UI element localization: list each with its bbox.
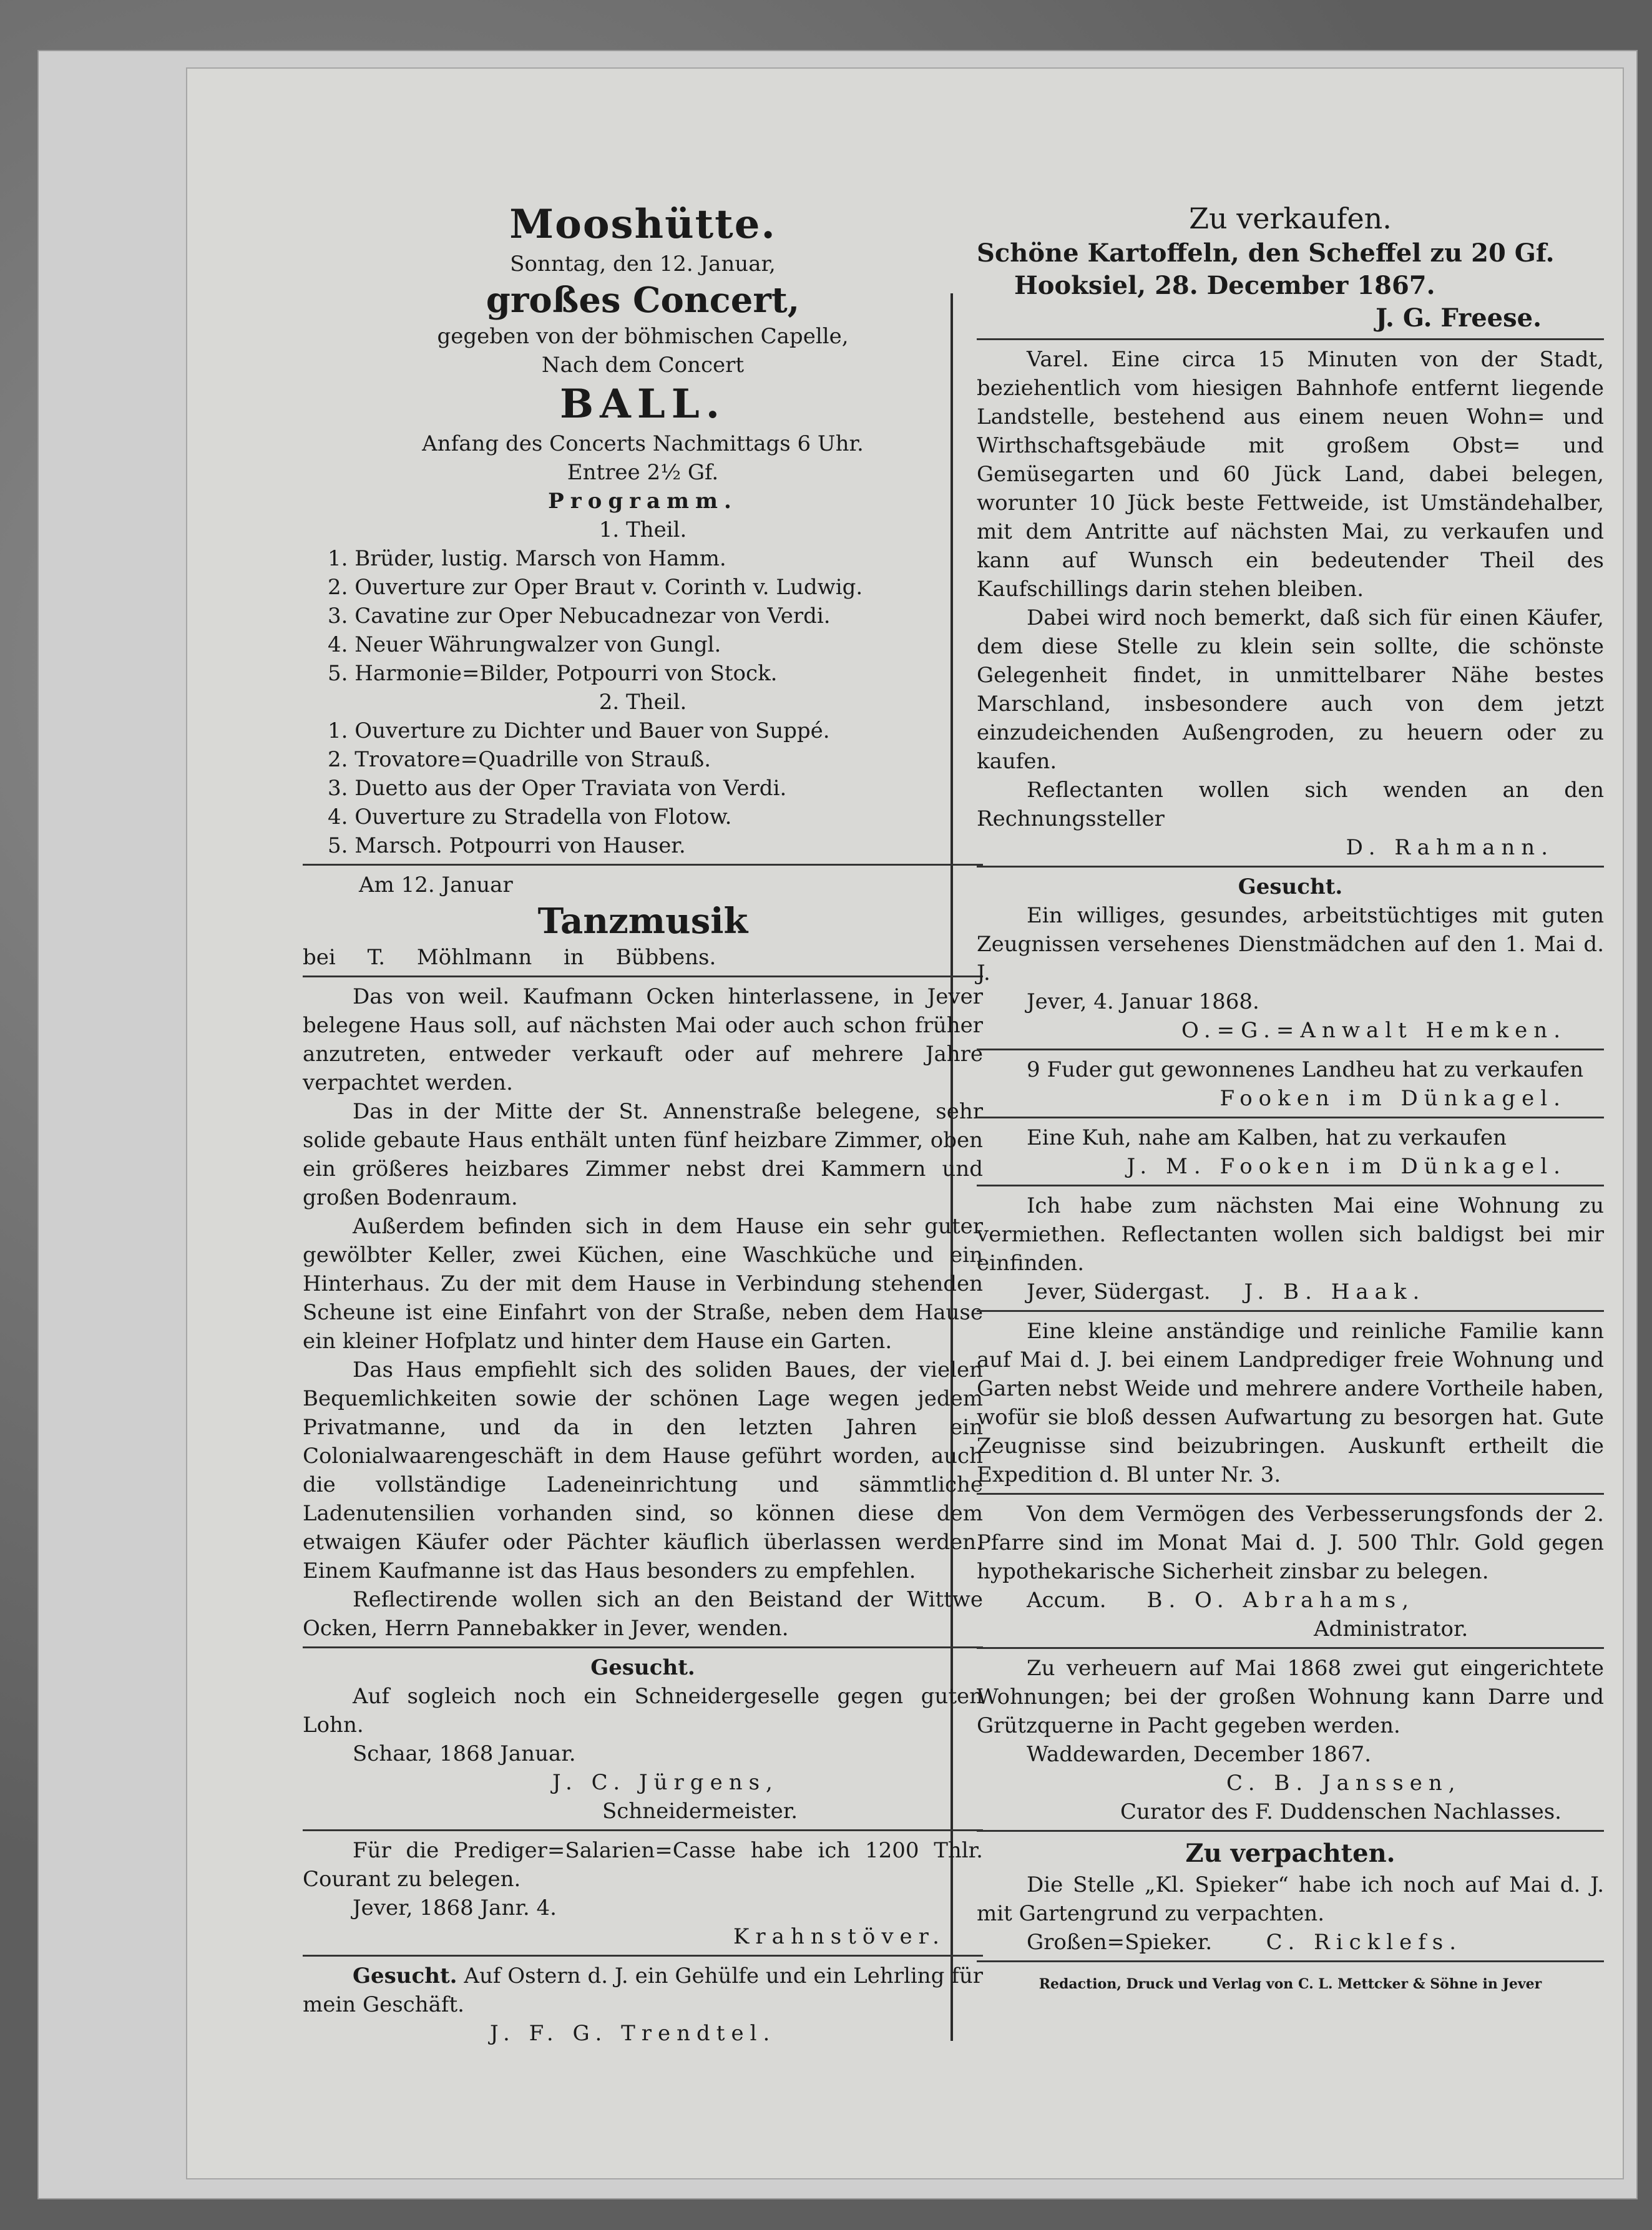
house-paragraph: Außerdem befinden sich in dem Hause ein sehr guter gewölbter Keller, zwei Küchen, eine Waschküche und ein Hinterhaus. Zu der mit dem Hause in Verbindung stehenden Scheune ist eine Einfahrt von der Straße, neben dem Hause ein kleiner Hofplatz und hinter dem Hause ein Garten.: [303, 1214, 983, 1354]
potato-ad: [977, 200, 1604, 335]
rent-place: Waddewarden, December 1867.: [1027, 1742, 1372, 1767]
program-item: 1. Brüder, lustig. Marsch von Hamm.: [328, 546, 726, 571]
rent-text: Zu verheuern auf Mai 1868 zwei gut eingerichtete Wohnungen; bei der großen Wohnung kann Darre und Grützquerne in Pacht gegeben werden.: [977, 1656, 1604, 1738]
tailor-text: Auf sogleich noch ein Schneidergeselle gegen guten Lohn.: [303, 1684, 983, 1738]
lease-name: C. Ricklefs.: [1266, 1930, 1463, 1955]
trendtel-line: [303, 1962, 983, 2019]
rent-name: C. B. Janssen,: [1226, 1771, 1462, 1796]
rule: [977, 1049, 1604, 1050]
salary-text: Für die Prediger=Salarien=Casse habe ich 1200 Thlr. Courant zu belegen.: [303, 1838, 983, 1892]
flat-text: Ich habe zum nächsten Mai eine Wohnung zu vermiethen. Reflectanten wollen sich baldigst bei mir einfinden.: [977, 1193, 1604, 1276]
maid-place: Jever, 4. Januar 1868.: [1027, 989, 1259, 1014]
tailor-place: Schaar, 1868 Januar.: [353, 1741, 576, 1766]
salary-ad: [303, 1836, 983, 1951]
rule: [977, 1960, 1604, 1962]
rule: [303, 1646, 983, 1648]
fund-text: Von dem Vermögen des Verbesserungsfonds der 2. Pfarre sind im Monat Mai d. J. 500 Thlr. Gold gegen hypothekarische Sicherheit zinsbar zu belegen.: [977, 1502, 1604, 1584]
rule: [977, 1493, 1604, 1495]
maid-heading: Gesucht.: [1238, 874, 1343, 899]
varel-paragraph: Dabei wird noch bemerkt, daß sich für einen Käufer, dem diese Stelle zu klein sein sollte, die schönste Gelegenheit findet, in unmittelbarer Nähe bestes Marschland, insbesondere auch von dem jetzt einzudeichenden Außengroden, zu heuern oder zu kaufen.: [977, 605, 1604, 774]
rule: [977, 1185, 1604, 1186]
flat-ad: [977, 1191, 1604, 1306]
tanz-location: bei T. Möhlmann in Bübbens.: [303, 945, 716, 970]
program-item: 5. Harmonie=Bilder, Potpourri von Stock.: [328, 661, 778, 686]
rule: [303, 1829, 983, 1831]
hay-text: 9 Fuder gut gewonnenes Landheu hat zu verkaufen: [1027, 1057, 1584, 1082]
family-text: Eine kleine anständige und reinliche Familie kann auf Mai d. J. bei einem Landprediger freie Wohnung und Garten nebst Weide und mehrere andere Vortheile haben, wofür sie bloß dessen Aufwartung zu besorgen hat. Gute Zeugnisse sind beizubringen. Auskunft ertheilt die Expedition d. Bl unter Nr. 3.: [977, 1319, 1604, 1487]
salary-name: Krahnstöver.: [733, 1924, 946, 1949]
ball-title: BALL.: [559, 381, 726, 428]
concert-start: Anfang des Concerts Nachmittags 6 Uhr.: [422, 431, 864, 456]
program-item: 5. Marsch. Potpourri von Hauser.: [328, 833, 686, 858]
mooshuette-title: Mooshütte.: [509, 201, 776, 248]
rule: [977, 1830, 1604, 1832]
cow-text: Eine Kuh, nahe am Kalben, hat zu verkaufen: [1027, 1125, 1507, 1150]
fund-name: B. O. Abrahams,: [1146, 1588, 1415, 1613]
hay-name: Fooken im Dünkagel.: [1219, 1086, 1566, 1111]
concert-entry: Entree 2½ Gf.: [567, 460, 719, 485]
house-paragraph: Das in der Mitte der St. Annenstraße belegene, sehr solide gebaute Haus enthält unten fünf heizbare Zimmer, oben ein größeres heizbares Zimmer nebst drei Kammern und großen Bodenraum.: [303, 1099, 983, 1210]
varel-paragraph: Varel. Eine circa 15 Minuten von der Stadt, beziehentlich vom hiesigen Bahnhofe entfernt liegende Landstelle, bestehend aus einem neuen Wohn= und Wirthschaftsgebäude mit großem Obst= und Gemüsegarten und 60 Jück Land, dabei belegen, worunter 10 Jück beste Fettweide, ist Umständehalber, mit dem Antritte auf nächsten Mai, zu verkaufen und kann auf Wunsch ein bedeutender Theil des Kaufschillings darin stehen bleiben.: [977, 347, 1604, 602]
trendtel-heading: Gesucht.: [353, 1963, 457, 1988]
rule: [977, 1117, 1604, 1118]
trendtel-ad: [303, 1962, 983, 2048]
lease-heading: Zu verpachten.: [1185, 1839, 1395, 1868]
house-paragraph: Reflectirende wollen sich an den Beistand der Wittwe Ocken, Herrn Pannebakker in Jever, wenden.: [303, 1587, 983, 1641]
trendtel-name: J. F. G. Trendtel.: [490, 2021, 776, 2046]
part1-list: [303, 544, 983, 688]
right-column: [977, 200, 1604, 1993]
varel-name: D. Rahmann.: [1346, 835, 1554, 860]
cow-ad: [977, 1123, 1604, 1181]
tailor-ad: [303, 1653, 983, 1826]
program-item: 2. Ouverture zur Oper Braut v. Corinth v. Ludwig.: [328, 575, 863, 600]
varel-ad: [977, 345, 1604, 862]
mooshuette-ad: [303, 200, 983, 860]
lease-ad: [977, 1837, 1604, 1957]
varel-paragraph: Reflectanten wollen sich wenden an den Rechnungssteller: [977, 778, 1604, 831]
house-paragraph: Das Haus empfiehlt sich des soliden Baues, der vielen Bequemlichkeiten sowie der schönen Lage wegen jedem Privatmanne, und da in den letzten Jahren ein Colonialwaarengeschäft in dem Hause geführt worden, auch die vollständige Ladeneinrichtung und sämmtliche Ladenutensilien vorhanden sind, so können diese dem etwaigen Käufer oder Pächter käuflich überlassen werden. Einem Kaufmanne ist das Haus besonders zu empfehlen.: [303, 1357, 983, 1583]
program-item: 4. Ouverture zu Stradella von Flotow.: [328, 804, 732, 829]
program-item: 3. Duetto aus der Oper Traviata von Verdi.: [328, 776, 787, 801]
rule: [977, 1310, 1604, 1312]
concert-date: Sonntag, den 12. Januar,: [510, 252, 776, 276]
concert-given-by: gegeben von der böhmischen Capelle,: [437, 324, 849, 349]
tailor-role: Schneidermeister.: [602, 1799, 798, 1824]
rule: [303, 976, 983, 977]
fund-role: Administrator.: [1314, 1616, 1469, 1641]
left-column: [303, 200, 983, 2048]
maid-ad: [977, 873, 1604, 1045]
after-concert: Nach dem Concert: [541, 353, 745, 378]
flat-name: J. B. Haak.: [1244, 1279, 1426, 1304]
tailor-name: J. C. Jürgens,: [552, 1770, 779, 1795]
lease-text: Die Stelle „Kl. Spieker“ habe ich noch auf Mai d. J. mit Gartengrund zu verpachten.: [977, 1872, 1604, 1926]
hay-ad: [977, 1055, 1604, 1113]
cow-name: J. M. Fooken im Dünkagel.: [1127, 1154, 1566, 1179]
family-ad: [977, 1317, 1604, 1489]
salary-place: Jever, 1868 Janr. 4.: [353, 1895, 557, 1920]
fund-ad: [977, 1500, 1604, 1643]
rent-role: Curator des F. Duddenschen Nachlasses.: [1120, 1799, 1562, 1824]
flat-signature: [977, 1278, 1604, 1306]
program-item: 4. Neuer Währungwalzer von Gungl.: [328, 632, 721, 657]
tailor-heading: Gesucht.: [590, 1655, 695, 1680]
program-heading: Programm.: [548, 489, 738, 514]
concert-title: großes Concert,: [486, 280, 800, 321]
program-item: 3. Cavatine zur Oper Nebucadnezar von Verdi.: [328, 604, 831, 628]
rule: [977, 1647, 1604, 1649]
imprint: Redaction, Druck und Verlag von C. L. Mettcker & Söhne in Jever: [1039, 1976, 1542, 1992]
program-item: 2. Trovatore=Quadrille von Strauß.: [328, 747, 711, 772]
rule: [303, 1955, 983, 1957]
lease-place: Großen=Spieker.: [1027, 1930, 1213, 1955]
potato-heading: Zu verkaufen.: [1189, 202, 1392, 235]
flat-place: Jever, Südergast.: [1027, 1279, 1211, 1304]
lease-signature: [977, 1928, 1604, 1957]
fund-place: Accum.: [1027, 1588, 1107, 1613]
potato-name: J. G. Freese.: [1376, 303, 1542, 333]
part2-heading: 2. Theil.: [599, 690, 687, 715]
trendtel-text: Auf Ostern d. J. ein Gehülfe und ein Lehrling für mein Geschäft.: [303, 1963, 983, 2017]
potato-place: Hooksiel, 28. December 1867.: [1014, 271, 1435, 300]
rule: [977, 338, 1604, 340]
potato-text: Schöne Kartoffeln, den Scheffel zu 20 Gf.: [977, 238, 1555, 268]
house-ad: [303, 982, 983, 1643]
rule: [977, 866, 1604, 868]
rent-ad: [977, 1654, 1604, 1826]
maid-name: O.=G.=Anwalt Hemken.: [1181, 1018, 1566, 1043]
tanzmusik-ad: [303, 871, 983, 972]
fund-signature: [977, 1586, 1604, 1615]
part2-list: [303, 716, 983, 860]
tanz-title: Tanzmusik: [537, 901, 748, 942]
program-item: 1. Ouverture zu Dichter und Bauer von Suppé.: [328, 718, 830, 743]
rule: [303, 864, 983, 866]
part1-heading: 1. Theil.: [599, 517, 687, 542]
maid-text: Ein williges, gesundes, arbeitstüchtiges mit guten Zeugnissen versehenes Dienstmädchen auf den 1. Mai d. J.: [977, 903, 1604, 985]
tanz-date: Am 12. Januar: [359, 873, 513, 897]
newspaper-page: [187, 69, 1623, 2178]
house-paragraph: Das von weil. Kaufmann Ocken hinterlassene, in Jever belegene Haus soll, auf nächsten Mai oder auch schon früher anzutreten, entweder verkauft oder auf mehrere Jahre verpachtet werden.: [303, 984, 983, 1095]
